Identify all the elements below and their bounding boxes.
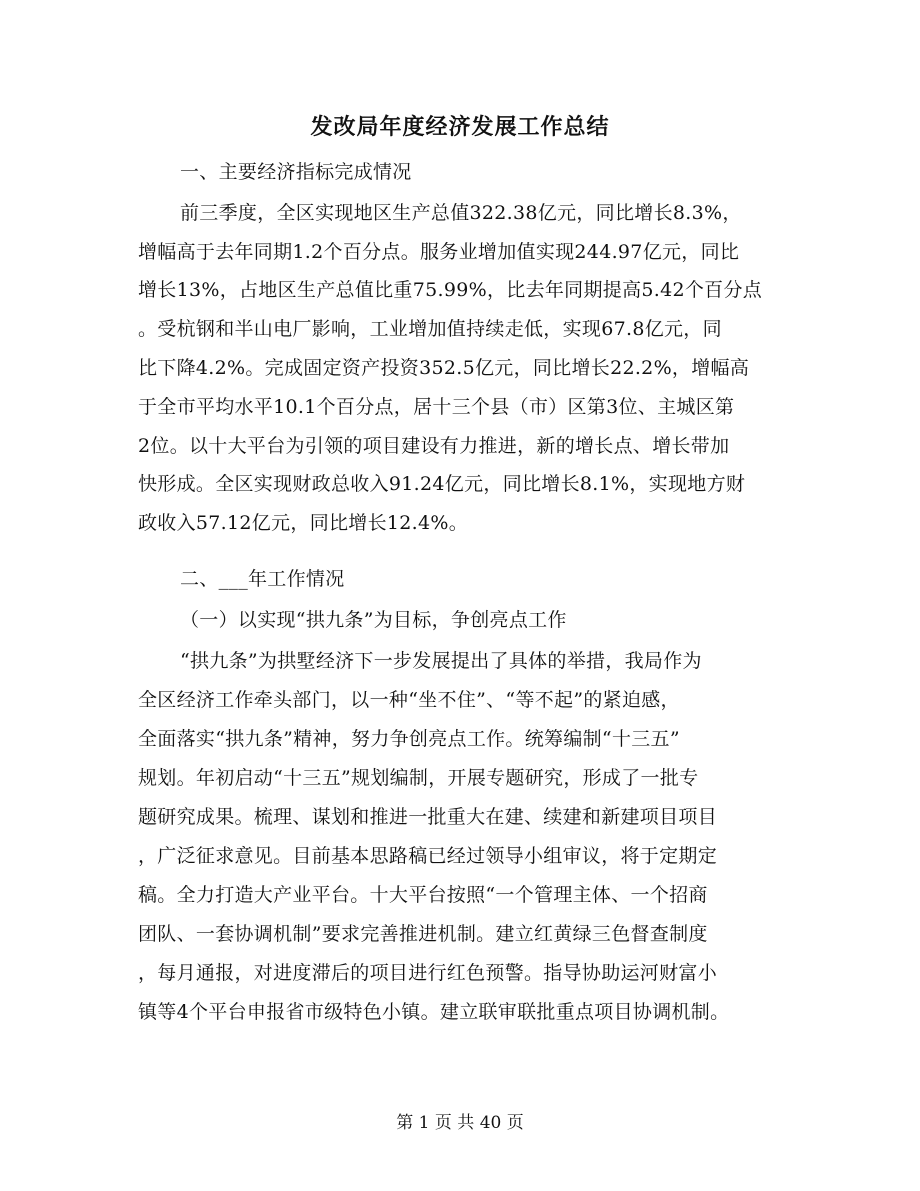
paragraph-line: 快形成。全区实现财政总收入91.24亿元，同比增长8.1%，实现地方财 bbox=[138, 473, 746, 495]
paragraph-line: 全区经济工作牵头部门，以一种“坐不住”、“等不起”的紧迫感， bbox=[138, 689, 680, 711]
paragraph-line: 增长13%，占地区生产总值比重75.99%，比去年同期提高5.42个百分点 bbox=[138, 279, 763, 301]
page-footer: 第 1 页 共 40 页 bbox=[396, 1113, 524, 1133]
paragraph-line: “拱九条”为拱墅经济下一步发展提出了具体的举措，我局作为 bbox=[180, 650, 702, 672]
paragraph-line: 镇等4个平台申报省市级特色小镇。建立联审联批重点项目协调机制。 bbox=[138, 1001, 730, 1023]
paragraph-line: 。受杭钢和半山电厂影响，工业增加值持续走低，实现67.8亿元，同 bbox=[138, 318, 722, 340]
paragraph-line: 规划。年初启动“十三五”规划编制，开展专题研究，形成了一批专 bbox=[138, 767, 699, 789]
document-title: 发改局年度经济发展工作总结 bbox=[310, 114, 610, 140]
section-heading-1: 一、主要经济指标完成情况 bbox=[180, 161, 412, 183]
paragraph-line: 于全市平均水平10.1个百分点，居十三个县（市）区第3位、主城区第 bbox=[138, 396, 735, 418]
paragraph-line: 稿。全力打造大产业平台。十大平台按照“一个管理主体、一个招商 bbox=[138, 884, 708, 906]
paragraph-line: ，广泛征求意见。目前基本思路稿已经过领导小组审议，将于定期定 bbox=[138, 845, 718, 867]
paragraph-line: 题研究成果。梳理、谋划和推进一批重大在建、续建和新建项目项目 bbox=[138, 806, 718, 828]
paragraph-line: 团队、一套协调机制”要求完善推进机制。建立红黄绿三色督查制度 bbox=[138, 923, 708, 945]
paragraph-line: 前三季度，全区实现地区生产总值322.38亿元，同比增长8.3%， bbox=[180, 202, 742, 224]
paragraph-line: 政收入57.12亿元，同比增长12.4%。 bbox=[138, 512, 469, 534]
paragraph-line: 2位。以十大平台为引领的项目建设有力推进，新的增长点、增长带加 bbox=[138, 435, 730, 457]
paragraph-line: ，每月通报，对进度滞后的项目进行红色预警。指导协助运河财富小 bbox=[138, 962, 718, 984]
paragraph-line: 比下降4.2%。完成固定资产投资352.5亿元，同比增长22.2%，增幅高 bbox=[138, 357, 750, 379]
subsection-heading: （一）以实现“拱九条”为目标，争创亮点工作 bbox=[180, 609, 567, 631]
section-heading-2: 二、___年工作情况 bbox=[180, 568, 345, 590]
paragraph-line: 增幅高于去年同期1.2个百分点。服务业增加值实现244.97亿元，同比 bbox=[138, 241, 740, 263]
paragraph-line: 全面落实“拱九条”精神，努力争创亮点工作。统筹编制“十三五” bbox=[138, 728, 680, 750]
